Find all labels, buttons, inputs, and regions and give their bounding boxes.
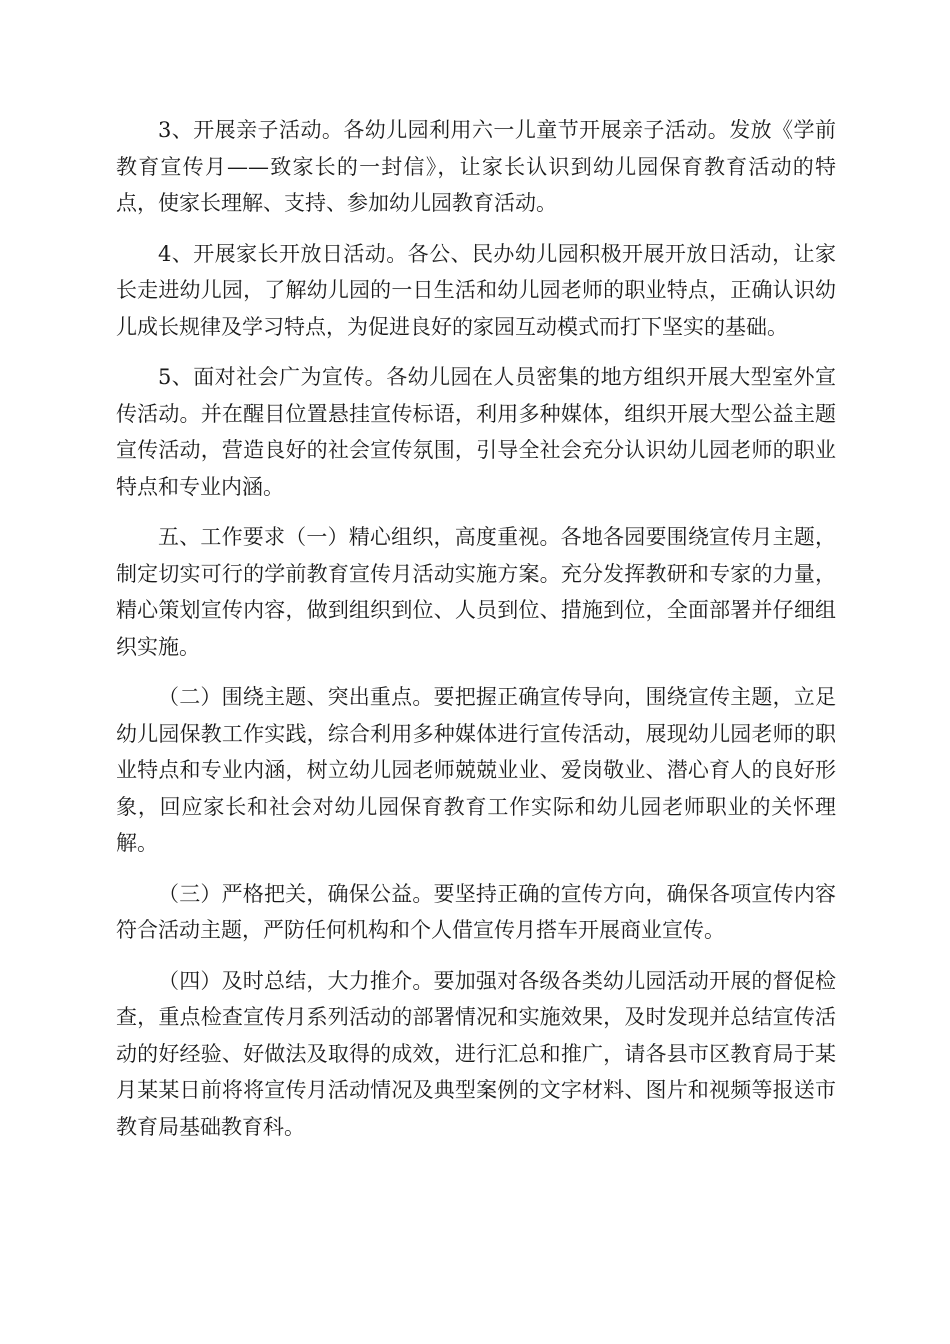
paragraph-public-promotion: 5、面对社会广为宣传。各幼儿园在人员密集的地方组织开展大型室外宣传活动。并在醒目位置悬挂宣传标语，利用多种媒体，组织开展大型公益主题宣传活动，营造良好的社会宣传氛围，引导全社会充分认识幼儿园老师的职业特点和专业内涵。: [116, 365, 836, 499]
paragraph-parent-child-activity: 3、开展亲子活动。各幼儿园利用六一儿童节开展亲子活动。发放《学前教育宣传月——致家长的一封信》，让家长认识到幼儿园保育教育活动的特点，使家长理解、支持、参加幼儿园教育活动。: [116, 118, 836, 215]
paragraph-open-day: 4、开展家长开放日活动。各公、民办幼儿园积极开展开放日活动，让家长走进幼儿园，了解幼儿园的一日生活和幼儿园老师的职业特点，正确认识幼儿成长规律及学习特点，为促进良好的家园互动模式而打下坚实的基础。: [116, 241, 836, 339]
paragraph-timely-summary: （四）及时总结，大力推介。要加强对各级各类幼儿园活动开展的督促检查，重点检查宣传月系列活动的部署情况和实施效果，及时发现并总结宣传活动的好经验、好做法及取得的成效，进行汇总和推广，请各县市区教育局于某月某某日前将将宣传月活动情况及典型案例的文字材料、图片和视频等报送市教育局基础教育科。: [116, 968, 836, 1139]
paragraph-focus-theme: （二）围绕主题、突出重点。要把握正确宣传导向，围绕宣传主题，立足幼儿园保教工作实践，综合利用多种媒体进行宣传活动，展现幼儿园老师的职业特点和专业内涵，树立幼儿园老师兢兢业业、爱岗敬业、潜心育人的良好形象，回应家长和社会对幼儿园保育教育工作实际和幼儿园老师职业的关怀理解。: [116, 685, 836, 855]
paragraph-work-requirements: 五、工作要求（一）精心组织，高度重视。各地各园要围绕宣传月主题，制定切实可行的学前教育宣传月活动实施方案。充分发挥教研和专家的力量，精心策划宣传内容，做到组织到位、人员到位、措施到位，全面部署并仔细组织实施。: [116, 525, 836, 659]
document-body: [116, 112, 836, 1159]
paragraph-strict-control: （三）严格把关，确保公益。要坚持正确的宣传方向，确保各项宣传内容符合活动主题，严防任何机构和个人借宣传月搭车开展商业宣传。: [116, 881, 836, 942]
